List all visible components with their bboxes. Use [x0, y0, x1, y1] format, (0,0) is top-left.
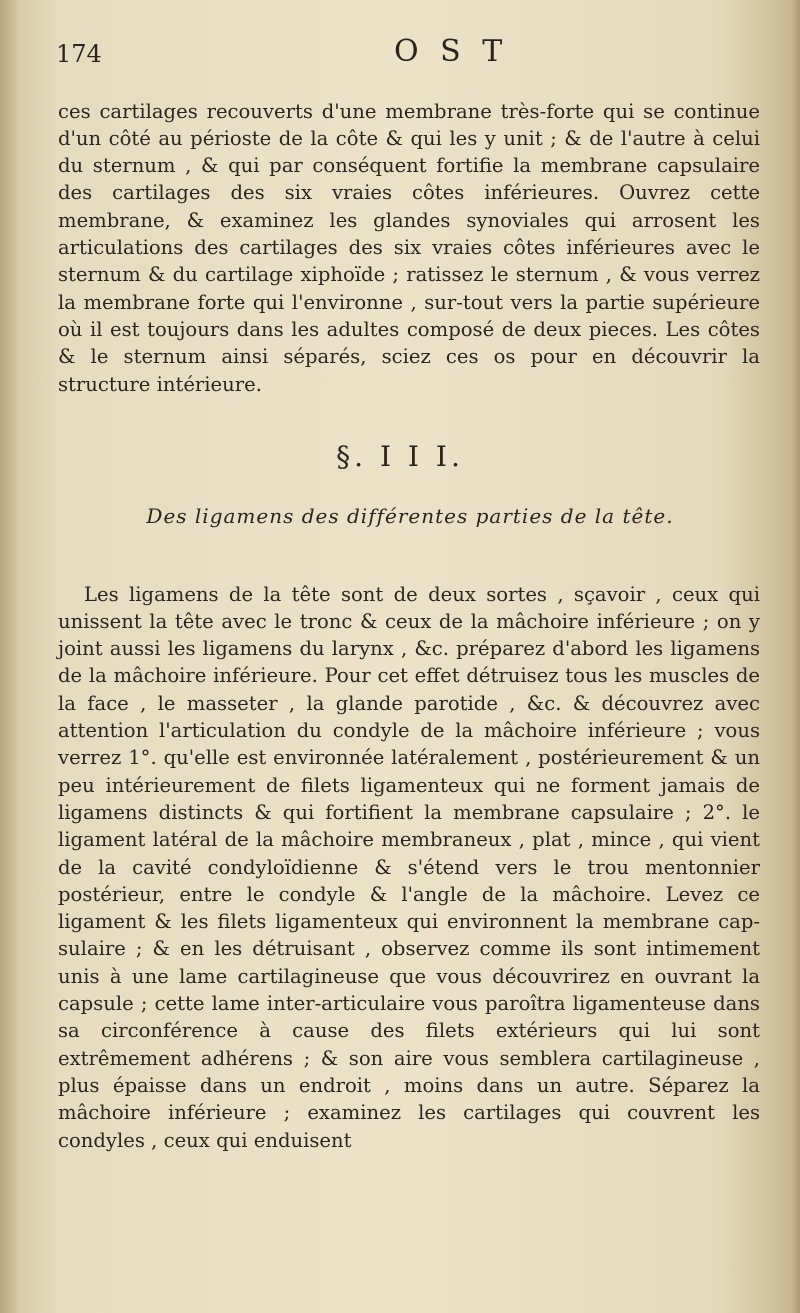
- section-subtitle: Des ligamens des différentes parties de la tête.: [146, 504, 674, 528]
- running-head: O S T: [394, 34, 509, 69]
- page-number: 174: [56, 40, 102, 68]
- section-title: §. I I I.: [336, 440, 464, 473]
- page-header: [56, 34, 756, 74]
- paragraph-continuation: ces cartilages recouverts d'une membrane très-forte qui se continue d'un côté au périoste de la côte & qui les y unit ; & de l'autre à celui du sternum , & qui par conséquent fortifie la membrane capsulaire des cartilages des six vraies côtes inférieures. Ouvrez cette membrane, & examinez les glandes synoviales qui arrosent les articulations des cartilages des six vraies côtes inférieures avec le sternum & du cartilage xiphoïde ; ratissez le sternum , & vous verrez la membrane forte qui l'environne , sur-tout vers la partie supérieure où il est toujours dans les adultes composé de deux pieces. Les côtes & le sternum ainsi séparés, sciez ces os pour en découvrir la structure intérieure.: [58, 99, 760, 396]
- paragraph-ligaments: Les ligamens de la tête sont de deux sortes , sçavoir , ceux qui unissent la tête avec le tronc & ceux de la mâchoire inférieure ; on y joint aussi les ligamens du larynx , &c. préparez d'abord les ligamens de la mâchoire inférieure. Pour cet effet détruisez tous les muscles de la face , le masseter , la glande parotide , &c. & découvrez avec attention l'articulation du condyle de la mâchoire inférieure ; vous verrez 1°. qu'elle est environnée latéralement , postérieurement & un peu intérieurement de filets ligamenteux qui ne forment jamais de ligamens distincts & qui fortifient la membrane capsulaire ; 2°. le ligament latéral de la mâchoire membraneux , plat , mince , qui vient de la cavité condyloïdienne & s'étend vers le trou mentonnier postérieur, entre le condyle & l'angle de la mâchoire. Levez ce ligament & les filets ligamenteux qui environnent la membrane capsulaire ; & en les détruisant , observez comme ils sont intimement unis à une lame cartilagineuse que vous découvrirez en ouvrant la capsule ; cette lame inter-articulaire vous paroîtra ligamenteuse dans sa circonférence à cause des filets extérieurs qui lui sont extrêmement adhérens ; & son aire vous semblera cartilagineuse , plus épaisse dans un endroit , moins dans un autre. Séparez la mâchoire inférieure ; examinez les cartilages qui couvrent les condyles , ceux qui enduisent: [58, 582, 760, 1152]
